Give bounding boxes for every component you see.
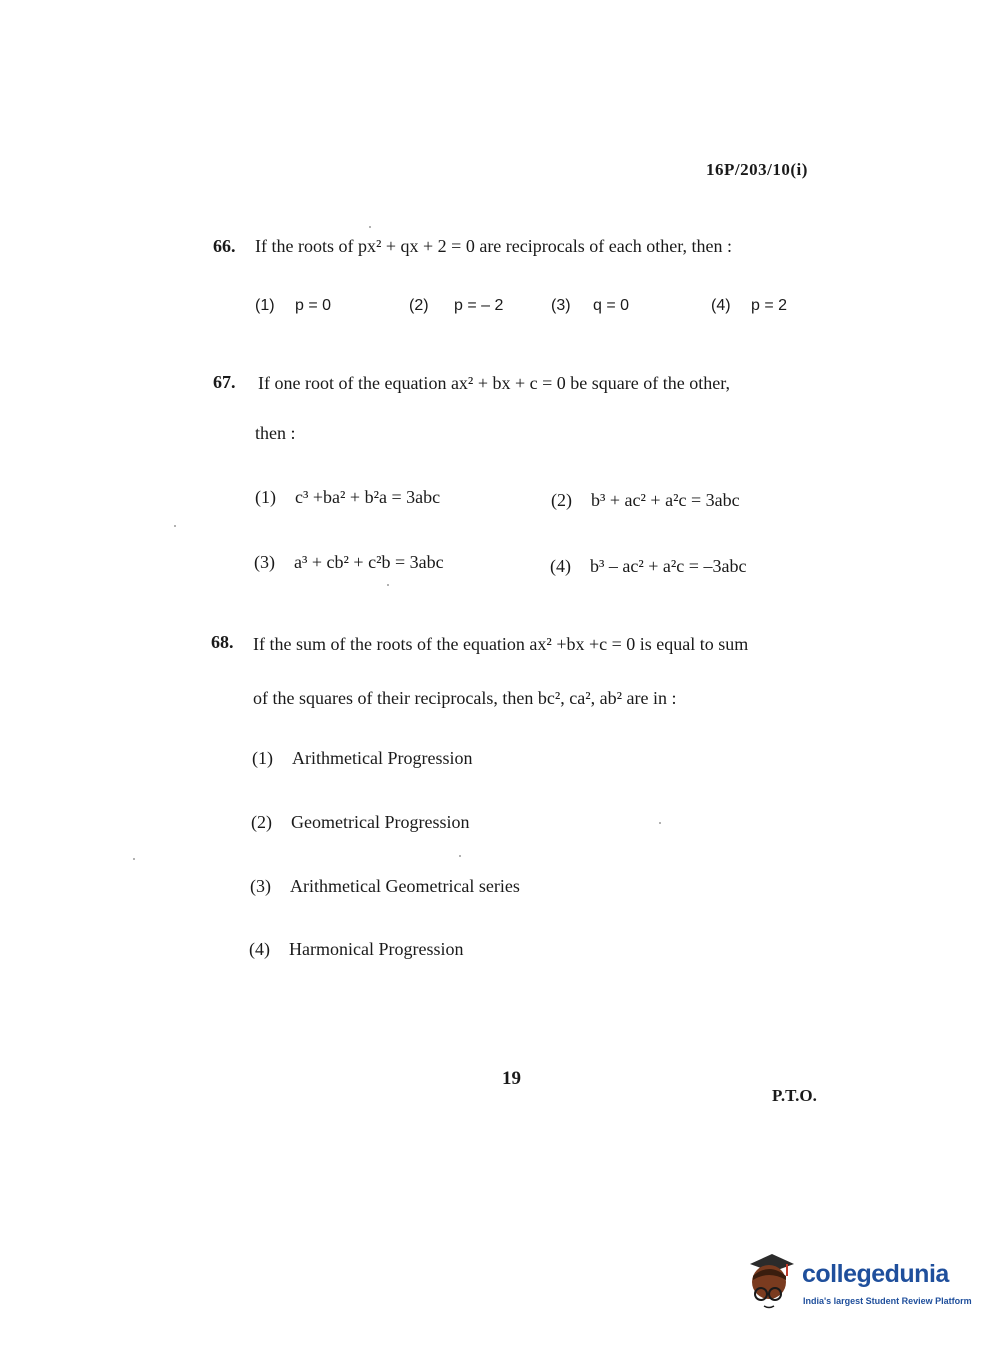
question-text-line-1: If one root of the equation ax² + bx + c = 0 be square of the other,: [258, 373, 730, 393]
option-number: (1): [255, 487, 276, 507]
scan-speck: [174, 525, 176, 527]
option-4: [711, 294, 787, 315]
option-3: [551, 294, 629, 315]
option-number: (3): [250, 876, 271, 896]
option-text: b³ – ac² + a²c = –3abc: [590, 556, 747, 576]
question-text-line-1: If the sum of the roots of the equation ax² +bx +c = 0 is equal to sum: [253, 634, 749, 654]
option-number: (1): [255, 297, 275, 314]
option-number: (1): [252, 748, 273, 768]
option-number: (2): [251, 812, 272, 832]
option-number: (4): [711, 297, 731, 314]
option-2: [551, 490, 740, 511]
logo-tagline: India's largest Student Review Platform: [803, 1296, 972, 1306]
collegedunia-logo: [742, 1250, 972, 1310]
question-text-line-2: of the squares of their reciprocals, then bc², ca², ab² are in :: [253, 688, 677, 708]
scan-speck: [133, 858, 135, 860]
option-text: p = 2: [751, 297, 788, 314]
option-text: q = 0: [593, 297, 630, 314]
paper-code: 16P/203/10(i): [706, 160, 808, 179]
option-number: (4): [249, 939, 270, 959]
option-4: [249, 939, 463, 960]
option-number: (3): [551, 297, 571, 314]
mascot-icon: [742, 1250, 800, 1310]
scan-speck: [659, 822, 661, 824]
page-number: 19: [502, 1068, 521, 1089]
option-4: [550, 556, 746, 577]
scan-speck: [369, 226, 371, 228]
option-2: [409, 294, 503, 315]
option-3: [250, 876, 520, 897]
pto-label: P.T.O.: [772, 1086, 817, 1105]
question-number: 68.: [211, 632, 234, 652]
option-1: [255, 487, 440, 508]
option-text: a³ + cb² + c²b = 3abc: [294, 552, 444, 572]
option-3: [254, 552, 444, 573]
option-number: (4): [550, 556, 571, 576]
scan-speck: [387, 584, 389, 586]
option-text: Geometrical Progression: [291, 812, 470, 832]
option-1: [255, 294, 331, 315]
option-1: [252, 748, 472, 769]
option-text: c³ +ba² + b²a = 3abc: [295, 487, 441, 507]
logo-wordmark: collegedunia: [802, 1260, 949, 1288]
question-number: 67.: [213, 372, 236, 392]
question-text-line-2: then :: [255, 423, 296, 443]
option-2: [251, 812, 469, 833]
option-number: (2): [551, 490, 572, 510]
option-text: p = 0: [295, 297, 332, 314]
option-number: (2): [409, 297, 429, 314]
option-text: b³ + ac² + a²c = 3abc: [591, 490, 740, 510]
scan-speck: [459, 855, 461, 857]
question-text: If the roots of px² + qx + 2 = 0 are reciprocals of each other, then :: [255, 236, 732, 256]
option-text: Arithmetical Geometrical series: [290, 876, 520, 896]
option-number: (3): [254, 552, 275, 572]
option-text: Arithmetical Progression: [292, 748, 473, 768]
question-number: 66.: [213, 236, 236, 256]
option-text: Harmonical Progression: [289, 939, 464, 959]
option-text: p = – 2: [454, 297, 504, 314]
